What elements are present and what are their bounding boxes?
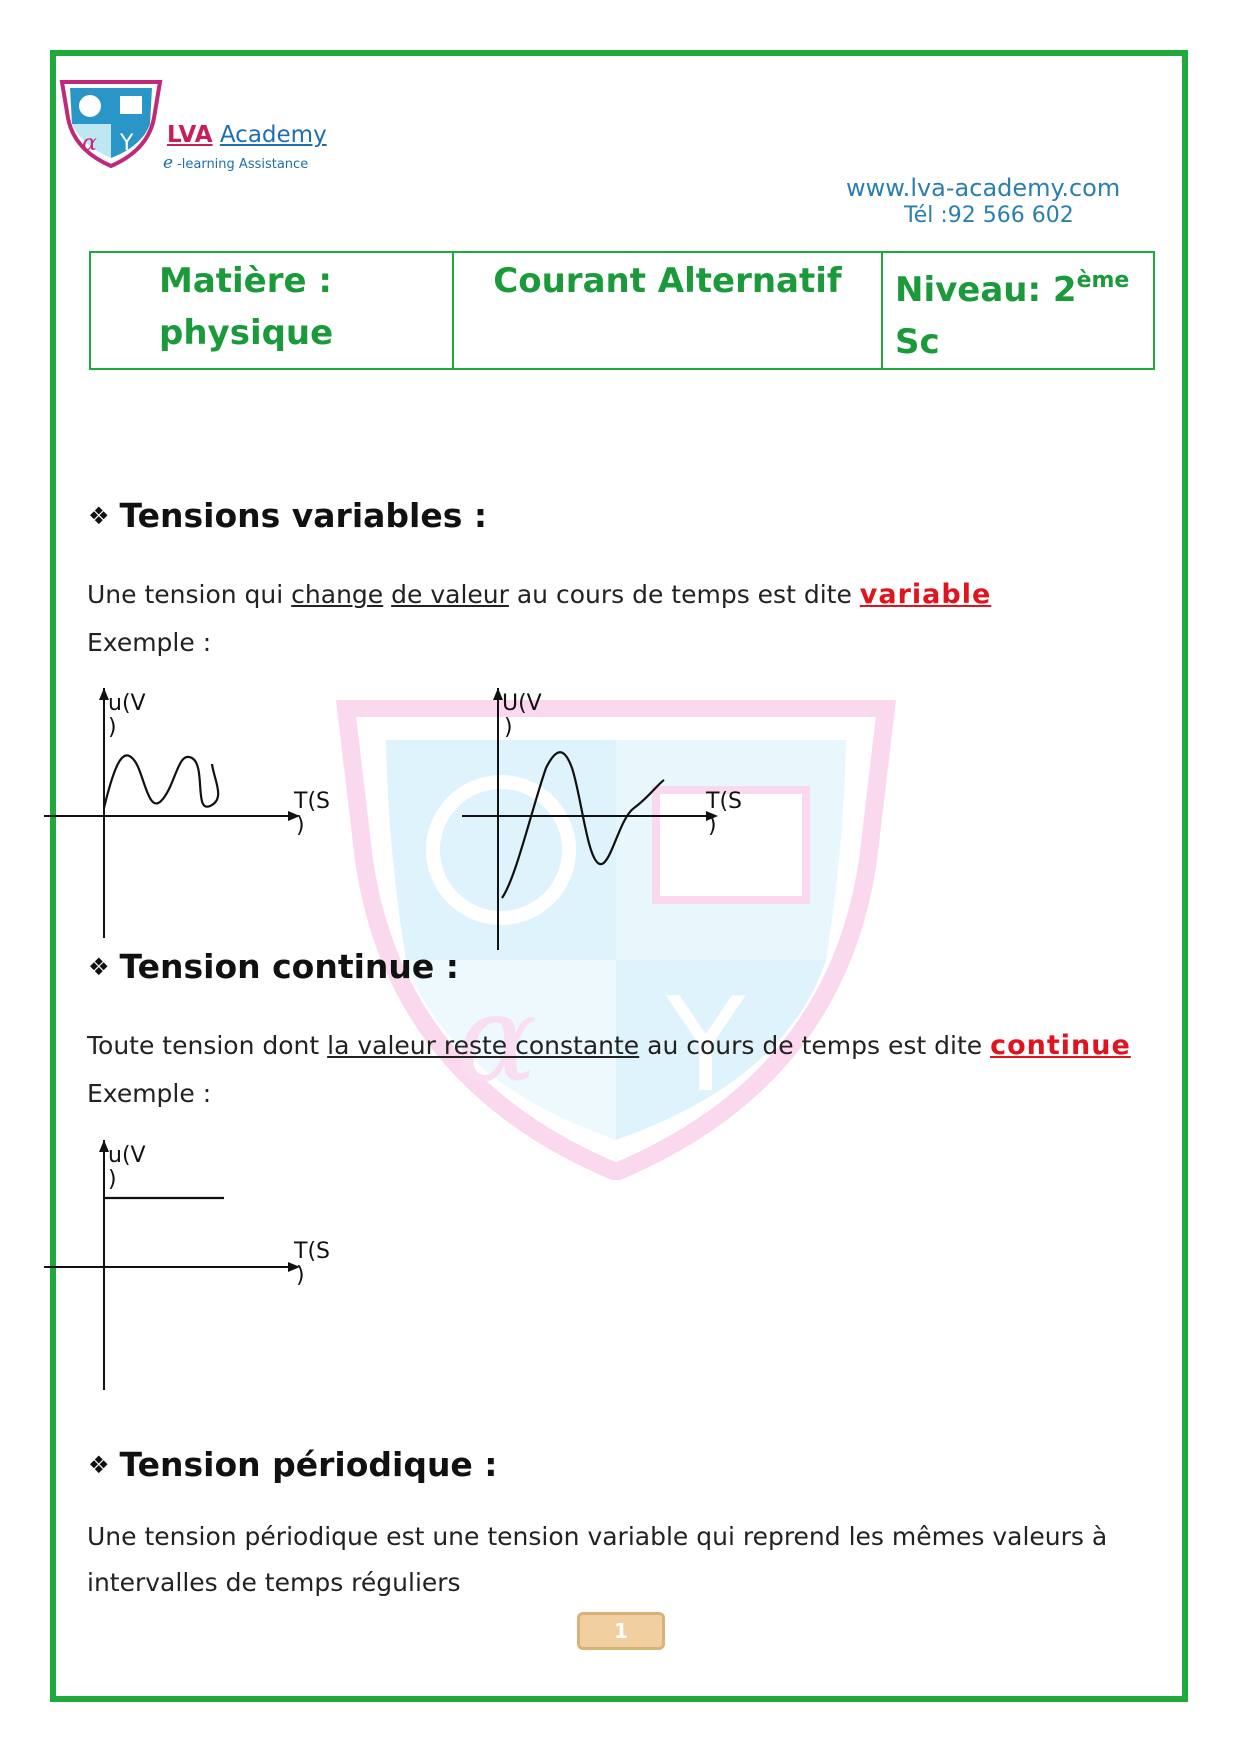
heading-text: Tension continue : [119,947,459,986]
svg-text:α: α [82,131,97,156]
brand-e-letter: e [163,153,174,173]
x-axis-label: T(S [294,789,330,814]
course-title: Courant Alternatif [453,252,882,369]
text-part: au cours de temps est dite [639,1031,991,1060]
underlined-text: la valeur reste constante [327,1031,640,1060]
brand-academy: Academy [219,122,327,148]
definition-continue [87,1030,1131,1061]
diamond-bullet-icon: ❖ [88,953,110,981]
y-axis-label-paren: ) [108,715,117,740]
niveau-suffix: Sc [895,322,940,362]
heading-text: Tensions variables : [119,496,488,535]
x-axis-label-paren: ) [296,813,305,838]
underlined-text: change [291,580,384,609]
heading-text: Tension périodique : [119,1445,498,1484]
svg-text:Y: Y [666,969,746,1121]
sinusoidal-curve [502,752,664,898]
definition-periodique-line2: intervalles de temps réguliers [87,1568,461,1597]
header-table [89,251,1155,370]
brand-lva: LVA [167,122,213,148]
underlined-text: de valeur [391,580,509,609]
niveau-prefix: Niveau: 2 [895,270,1077,310]
y-axis-label: u(V [108,1143,146,1168]
website-link[interactable]: www.lva-academy.com [846,174,1121,202]
variable-curve [104,755,218,808]
phone-number: Tél :92 566 602 [904,203,1074,228]
section-heading-variables [88,496,487,535]
keyword-variable: variable [859,579,992,610]
x-axis-label-paren: ) [296,1263,305,1288]
section-heading-periodique [88,1445,498,1484]
niveau-cell [882,252,1154,369]
y-axis-label: u(V [108,691,146,716]
example-label: Exemple : [87,1079,212,1108]
diamond-bullet-icon: ❖ [88,1451,110,1479]
brand-tagline [163,153,308,173]
niveau-sup: ème [1076,268,1130,293]
diamond-bullet-icon: ❖ [88,502,110,530]
keyword-continue: continue [990,1030,1131,1061]
x-axis-label: T(S [294,1239,330,1264]
tagline-text: -learning Assistance [177,157,309,172]
definition-periodique-line1: Une tension périodique est une tension variable qui reprend les mêmes valeurs à [87,1522,1108,1551]
y-axis-label-paren: ) [108,1167,117,1192]
x-axis-label-paren: ) [708,813,717,838]
text-part: Une tension qui [87,580,292,609]
y-axis-label-paren: ) [504,715,513,740]
matiere-value: physique [159,313,334,353]
graph-variable-1 [44,688,344,938]
svg-text:α: α [456,970,538,1109]
y-axis-label: U(V [502,691,542,716]
graph-continue [44,1140,344,1390]
definition-variable [87,579,991,610]
text-part: au cours de temps est dite [508,580,860,609]
matiere-cell [90,252,453,369]
page-number-badge: 1 [577,1612,665,1650]
lva-shield-logo [58,78,164,168]
text-part: Toute tension dont [87,1031,328,1060]
brand-name [167,122,327,148]
x-axis-label: T(S [706,789,742,814]
graph-variable-2 [462,688,762,950]
section-heading-continue [88,947,459,986]
svg-text:Y: Y [120,131,134,156]
example-label: Exemple : [87,628,212,657]
text-part [383,580,391,609]
matiere-label: Matière : [159,261,333,301]
